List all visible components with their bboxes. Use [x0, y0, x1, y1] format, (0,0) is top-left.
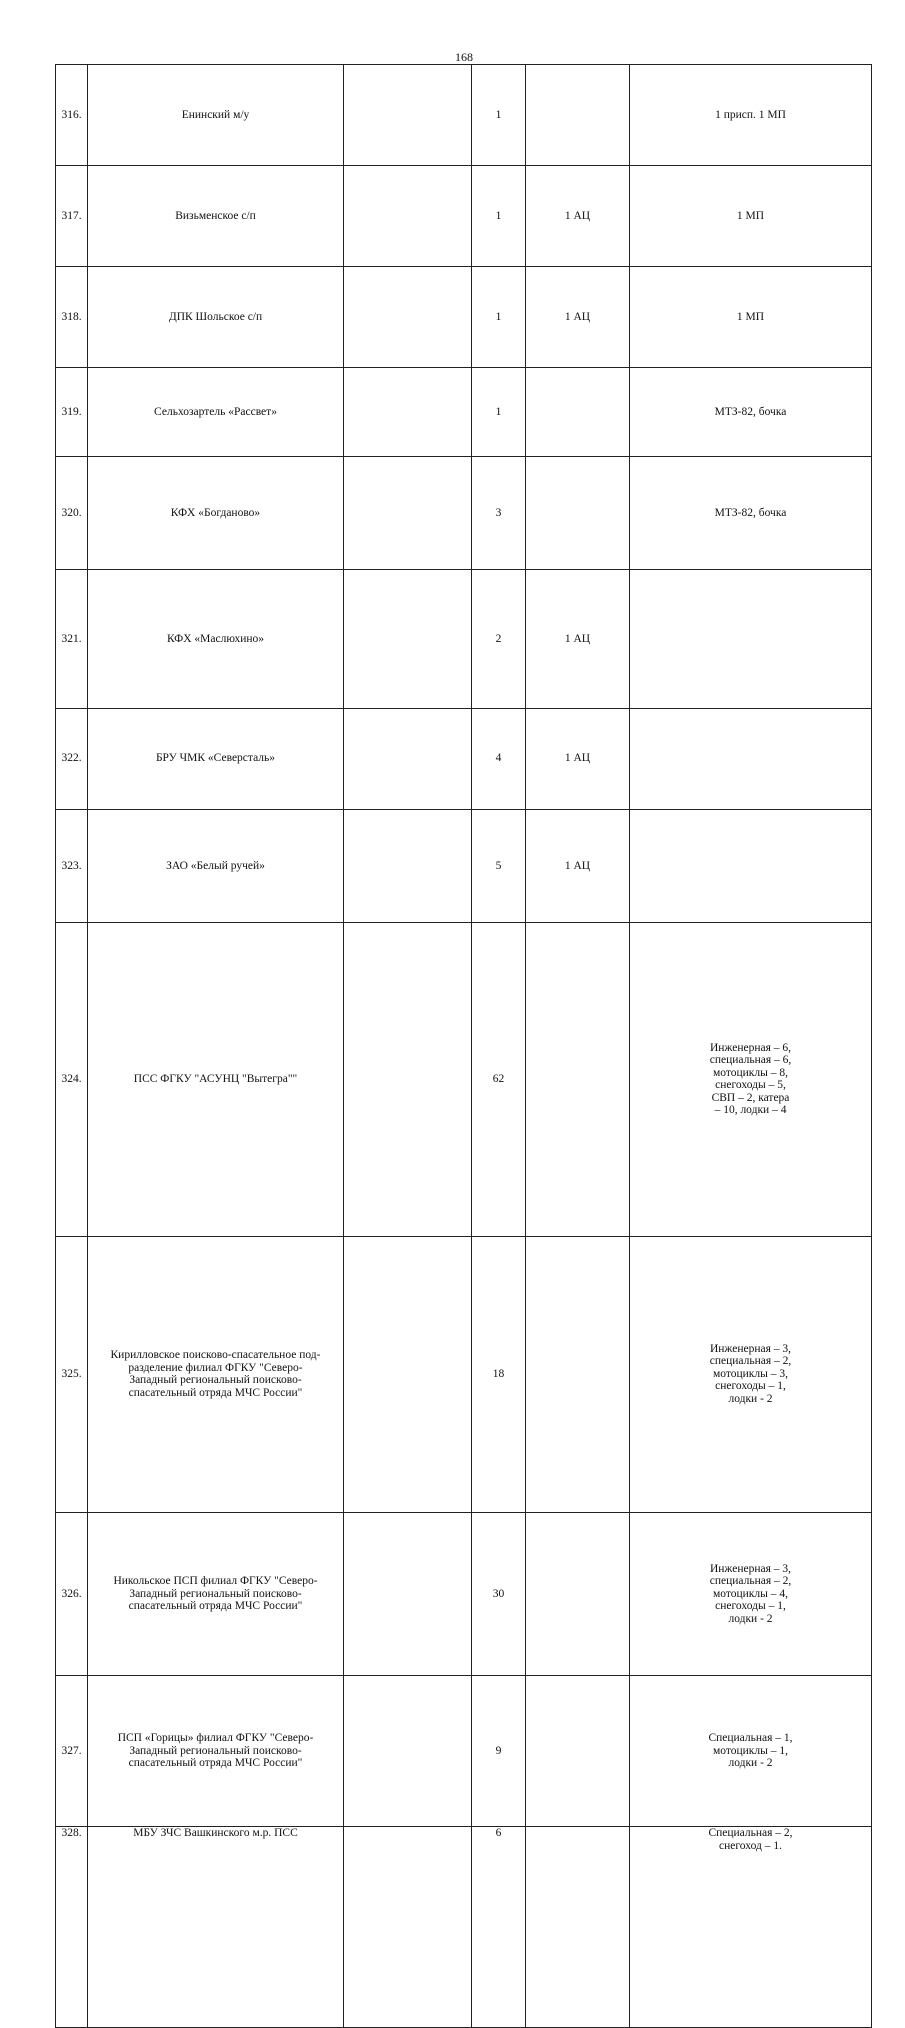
personnel-count: 1: [472, 166, 526, 267]
organization-name-line: ДПК Шольское с/п: [168, 310, 263, 323]
empty-cell: [344, 1236, 472, 1512]
organization-name-line: ПСП «Горицы» филиал ФГКУ "Северо-: [117, 1732, 314, 1745]
personnel-count: 9: [472, 1676, 526, 1827]
equipment-line: МТЗ-82, бочка: [714, 405, 787, 418]
row-number: 322.: [56, 708, 88, 809]
fire-vehicles: 1 АЦ: [526, 708, 630, 809]
table-row: [56, 1512, 872, 1676]
equipment-line: Инженерная – 3,: [709, 1342, 792, 1355]
organization-name-line: ПСС ФГКУ "АСУНЦ "Вытегра"": [133, 1073, 298, 1085]
page-number: 168: [455, 50, 473, 64]
equipment-line: Специальная – 1,: [708, 1732, 793, 1745]
equipment-line: лодки - 2: [728, 1392, 773, 1405]
equipment: [630, 708, 872, 809]
organization-name-line: Западный региональный поисково-: [129, 1744, 302, 1757]
row-number: 323.: [56, 809, 88, 923]
row-number: 324.: [56, 923, 88, 1237]
organization-name-line: Визьменское с/п: [175, 209, 256, 222]
empty-cell: [344, 809, 472, 923]
personnel-count: 2: [472, 570, 526, 709]
equipment: [630, 570, 872, 709]
equipment-line: 1 присп. 1 МП: [715, 108, 786, 121]
equipment-line: снегоходы – 1,: [715, 1600, 786, 1612]
empty-cell: [344, 456, 472, 570]
fire-vehicles: 1 АЦ: [526, 166, 630, 267]
organization-name-line: спасательный отряда МЧС России": [128, 1600, 303, 1612]
row-number: 327.: [56, 1676, 88, 1827]
organization-name: [88, 923, 344, 1237]
equipment-line: Инженерная – 3,: [709, 1562, 792, 1575]
fire-vehicles: [526, 65, 630, 166]
equipment: [630, 1512, 872, 1676]
organization-name-line: БРУ ЧМК «Северсталь»: [155, 752, 276, 765]
fire-vehicles: 1 АЦ: [526, 809, 630, 923]
empty-cell: [344, 1512, 472, 1676]
fire-vehicles: [526, 923, 630, 1237]
empty-cell: [344, 570, 472, 709]
organization-name: [88, 267, 344, 368]
row-number: 328.: [56, 1827, 88, 2028]
equipment-line: 1 МП: [736, 209, 765, 222]
equipment: [630, 923, 872, 1237]
personnel-count: 1: [472, 368, 526, 457]
personnel-count: 3: [472, 456, 526, 570]
equipment: [630, 368, 872, 457]
fire-vehicles: 1 АЦ: [526, 267, 630, 368]
equipment-line: лодки - 2: [728, 1757, 773, 1770]
organization-name-line: спасательный отряда МЧС России": [128, 1757, 303, 1770]
personnel-count: 62: [472, 923, 526, 1237]
empty-cell: [344, 267, 472, 368]
empty-cell: [344, 923, 472, 1237]
table-row: [56, 1676, 872, 1827]
organization-name: [88, 368, 344, 457]
organization-name-line: КФХ «Маслюхино»: [166, 632, 265, 645]
organization-name-line: Сельхозартель «Рассвет»: [154, 405, 277, 418]
empty-cell: [344, 65, 472, 166]
empty-cell: [344, 1827, 472, 2028]
equipment-line: специальная – 2,: [709, 1575, 792, 1587]
organization-name: [88, 809, 344, 923]
personnel-count: 4: [472, 708, 526, 809]
organization-name-line: Западный региональный поисково-: [129, 1374, 302, 1386]
equipment: [630, 65, 872, 166]
equipment-line: мотоциклы – 3,: [713, 1367, 788, 1380]
fire-vehicles: [526, 368, 630, 457]
row-number: 326.: [56, 1512, 88, 1676]
organization-name-line: МБУ ЗЧС Вашкинского м.р. ПСС: [133, 1827, 298, 1839]
organization-name: [88, 65, 344, 166]
equipment: [630, 1676, 872, 1827]
fire-vehicles: [526, 1236, 630, 1512]
equipment: [630, 267, 872, 368]
fire-vehicles: [526, 1512, 630, 1676]
equipment: [630, 1236, 872, 1512]
personnel-count: 6: [472, 1827, 526, 2028]
table-row: [56, 1236, 872, 1512]
equipment-line: снегоходы – 5,: [715, 1079, 786, 1092]
organization-name: [88, 1827, 344, 2028]
fire-vehicles: 1 АЦ: [526, 570, 630, 709]
fire-vehicles: [526, 1676, 630, 1827]
organization-name-line: КФХ «Богданово»: [170, 506, 261, 519]
equipment-line: мотоциклы – 1,: [713, 1744, 788, 1757]
equipment-line: СВП – 2, катера: [711, 1091, 790, 1104]
equipment-line: снегоходы – 1,: [715, 1380, 786, 1393]
organization-name-line: Кирилловское поисково-спасательное под-: [110, 1349, 321, 1361]
equipment-line: 1 МП: [736, 310, 765, 323]
personnel-count: 18: [472, 1236, 526, 1512]
equipment-line: Инженерная – 6,: [709, 1041, 792, 1054]
equipment: [630, 456, 872, 570]
equipment-line: снегоход – 1.: [719, 1839, 782, 1852]
organization-name: [88, 456, 344, 570]
table-row: [56, 708, 872, 809]
empty-cell: [344, 166, 472, 267]
registry-table: [55, 64, 872, 2028]
organization-name: [88, 708, 344, 809]
table-row: [56, 456, 872, 570]
row-number: 319.: [56, 368, 88, 457]
organization-name: [88, 166, 344, 267]
empty-cell: [344, 368, 472, 457]
equipment-line: мотоциклы – 8,: [713, 1066, 788, 1079]
row-number: 320.: [56, 456, 88, 570]
organization-name-line: спасательный отряда МЧС России": [128, 1386, 303, 1399]
table-row: [56, 267, 872, 368]
equipment-line: мотоциклы – 4,: [713, 1587, 788, 1600]
equipment: [630, 166, 872, 267]
organization-name-line: Западный региональный поисково-: [129, 1587, 302, 1600]
row-number: 321.: [56, 570, 88, 709]
organization-name-line: Никольское ПСП филиал ФГКУ "Северо-: [113, 1575, 318, 1587]
equipment-line: специальная – 6,: [709, 1054, 792, 1067]
empty-cell: [344, 708, 472, 809]
equipment-line: Специальная – 2,: [708, 1827, 793, 1839]
table-row: [56, 570, 872, 709]
organization-name: [88, 570, 344, 709]
personnel-count: 5: [472, 809, 526, 923]
equipment-line: лодки - 2: [728, 1612, 773, 1625]
row-number: 325.: [56, 1236, 88, 1512]
personnel-count: 1: [472, 267, 526, 368]
organization-name-line: ЗАО «Белый ручей»: [166, 859, 265, 872]
row-number: 318.: [56, 267, 88, 368]
fire-vehicles: [526, 456, 630, 570]
table-row: [56, 65, 872, 166]
equipment: [630, 809, 872, 923]
equipment-line: МТЗ-82, бочка: [714, 506, 787, 519]
table-row: [56, 809, 872, 923]
table-row: [56, 1827, 872, 2028]
organization-name: [88, 1236, 344, 1512]
organization-name-line: разделение филиал ФГКУ "Северо-: [128, 1361, 303, 1374]
table-row: [56, 368, 872, 457]
equipment: [630, 1827, 872, 2028]
organization-name: [88, 1512, 344, 1676]
fire-vehicles: [526, 1827, 630, 2028]
table-row: [56, 166, 872, 267]
equipment-line: специальная – 2,: [709, 1355, 792, 1368]
row-number: 316.: [56, 65, 88, 166]
row-number: 317.: [56, 166, 88, 267]
organization-name: [88, 1676, 344, 1827]
table-row: [56, 923, 872, 1237]
personnel-count: 30: [472, 1512, 526, 1676]
equipment-line: – 10, лодки – 4: [714, 1104, 787, 1117]
organization-name-line: Енинский м/у: [181, 108, 250, 121]
empty-cell: [344, 1676, 472, 1827]
personnel-count: 1: [472, 65, 526, 166]
